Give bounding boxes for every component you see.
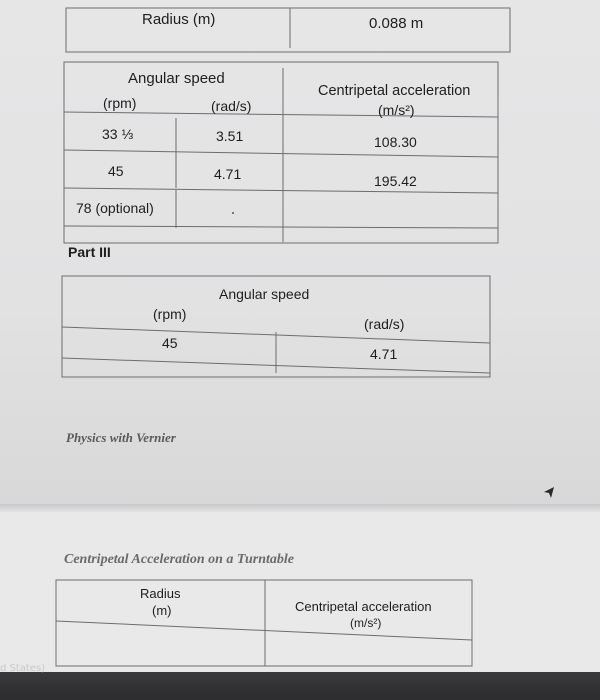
rpm-header: (rpm) (103, 95, 137, 111)
acceleration-unit: (m/s²) (378, 102, 415, 118)
row1-rads: 3.51 (216, 128, 244, 144)
cursor-arrow-icon (541, 484, 557, 500)
next-radius-unit: (m) (152, 603, 172, 618)
bottom-tab-label: d States) (0, 663, 46, 674)
next-acc-header: Centripetal acceleration (295, 599, 432, 614)
screen-bottom-bar (0, 672, 600, 700)
acceleration-header: Centripetal acceleration (318, 83, 471, 99)
part3-rpm-value: 45 (162, 335, 178, 351)
ink-dot (232, 212, 234, 214)
radius-value: 0.088 m (369, 15, 424, 32)
row2-rpm: 45 (108, 163, 124, 179)
radius-label: Radius (m) (142, 11, 216, 28)
part3-rads-value: 4.71 (370, 346, 398, 362)
next-radius-header: Radius (140, 586, 181, 601)
next-acc-unit: (m/s²) (350, 616, 382, 630)
part3-angular-speed-header: Angular speed (219, 286, 310, 302)
row1-rpm: 33 ⅓ (102, 126, 134, 142)
next-page-title: Centripetal Acceleration on a Turntable (64, 552, 294, 567)
rads-header: (rad/s) (211, 98, 252, 114)
footer-text: Physics with Vernier (66, 430, 176, 445)
part3-rpm-header: (rpm) (153, 306, 187, 322)
row2-rads: 4.71 (214, 166, 242, 182)
row1-acc: 108.30 (374, 134, 417, 150)
part-iii-heading: Part III (68, 244, 111, 260)
part3-rads-header: (rad/s) (364, 316, 405, 332)
angular-speed-header: Angular speed (128, 70, 225, 87)
row2-acc: 195.42 (374, 173, 417, 189)
row3-rpm: 78 (optional) (76, 200, 154, 216)
